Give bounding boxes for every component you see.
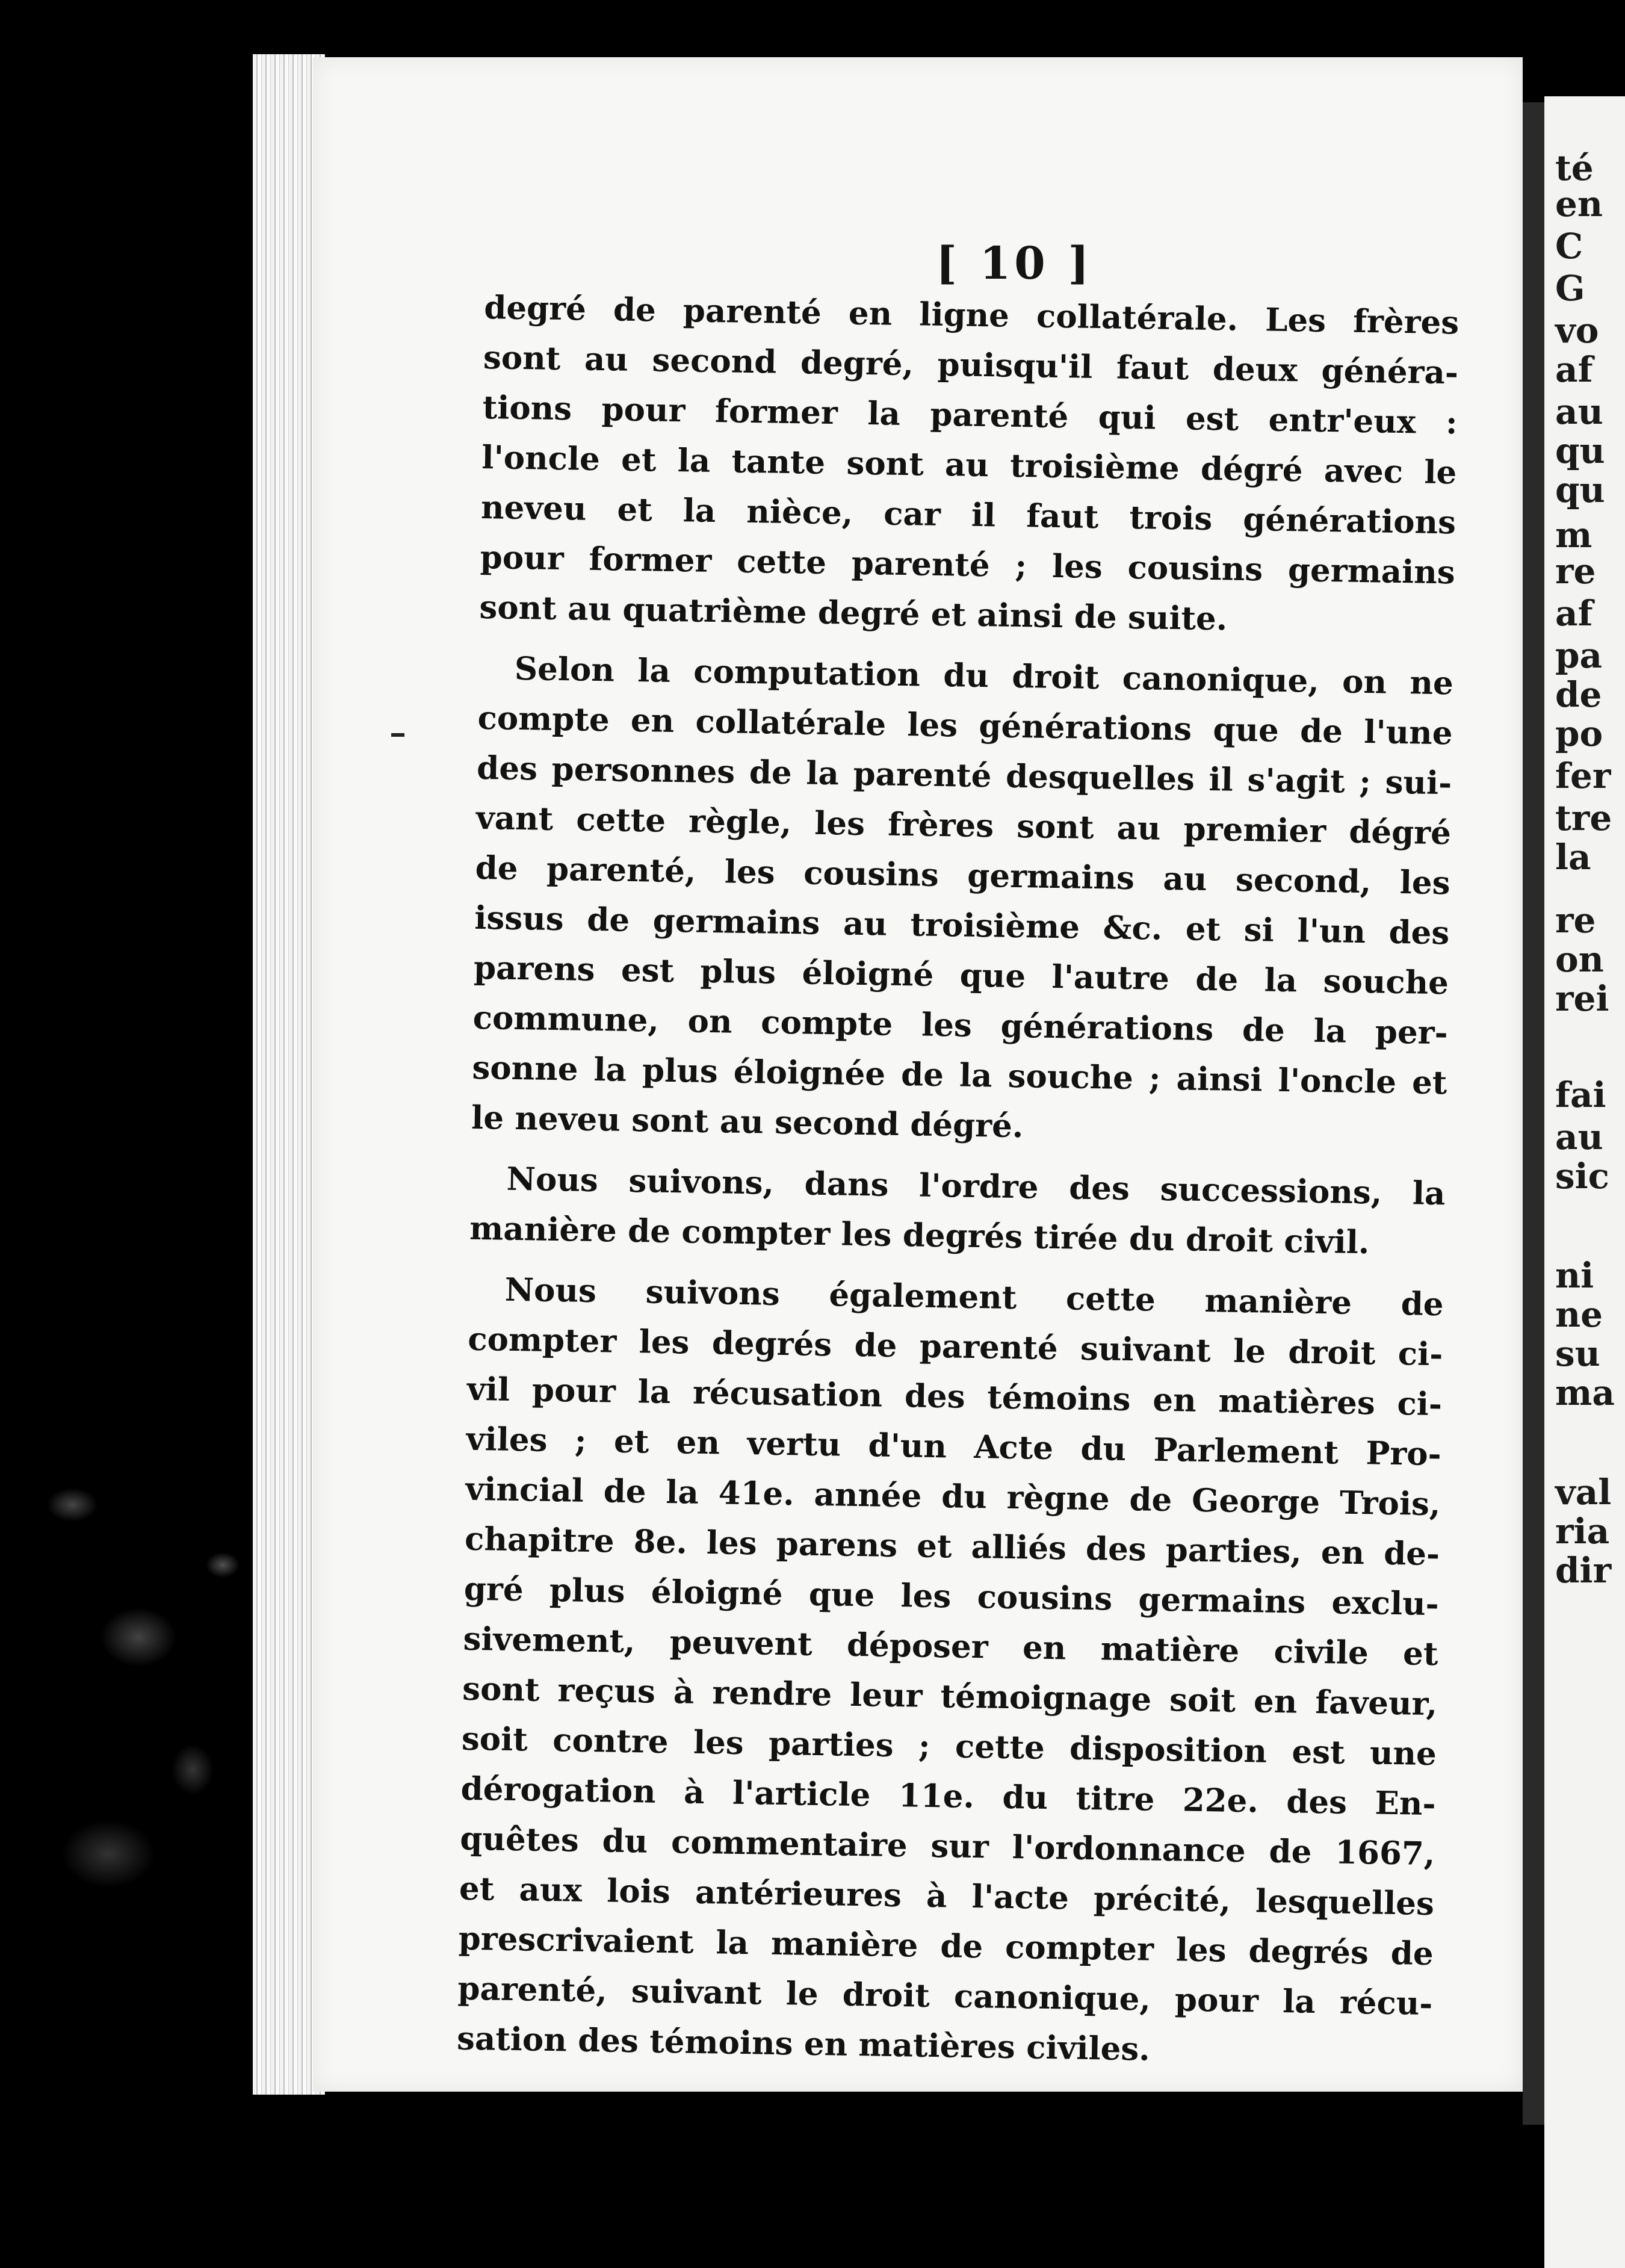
adjacent-page-text: en — [1555, 184, 1603, 225]
text-line: sont reçus à rendre leur témoignage soit en faveur, — [462, 1670, 1438, 1723]
text-line: chapitre 8e. les parens et alliés des parties, en de- — [464, 1520, 1440, 1573]
adjacent-page-text: val — [1555, 1472, 1612, 1513]
text-line: soit contre les parties ; cette disposition est une — [461, 1720, 1437, 1773]
adjacent-page-text: sic — [1555, 1156, 1610, 1197]
text-line: vincial de la 41e. année du règne de George Trois, — [465, 1470, 1441, 1523]
adjacent-page-text: dir — [1555, 1550, 1612, 1591]
adjacent-page-text: ni — [1555, 1255, 1594, 1296]
adjacent-page-text: tre — [1555, 798, 1612, 838]
adjacent-page-text: ma — [1555, 1372, 1615, 1413]
adjacent-page-text: C — [1555, 226, 1583, 267]
text-line: viles ; et en vertu d'un Acte du Parlement Pro- — [466, 1420, 1442, 1473]
adjacent-page-text: té — [1555, 147, 1594, 188]
text-line: compte en collatérale les générations que de l'une — [477, 699, 1453, 752]
text-line: parenté, suivant le droit canonique, pour la récu- — [457, 1969, 1433, 2023]
adjacent-page-text: la — [1555, 837, 1591, 878]
text-line: sonne la plus éloignée de la souche ; ainsi l'oncle et — [472, 1049, 1447, 1102]
text-line: sont au second degré, puisqu'il faut deux généra- — [483, 338, 1459, 392]
paragraph — [479, 283, 1459, 648]
paragraph — [469, 1154, 1446, 1269]
adjacent-page-text: fer — [1555, 755, 1611, 796]
text-line: de parenté, les cousins germains au second, les — [475, 849, 1451, 902]
adjacent-page-text: ria — [1555, 1511, 1610, 1552]
adjacent-page-text: rei — [1555, 978, 1609, 1019]
adjacent-page-text: on — [1555, 939, 1604, 980]
paragraph — [471, 643, 1454, 1158]
book-gutter — [1523, 102, 1544, 2125]
adjacent-page-text: au — [1555, 391, 1603, 432]
text-line: le neveu sont au second dégré. — [471, 1098, 1024, 1145]
text-line: vant cette règle, les frères sont au premier dégré — [475, 799, 1452, 852]
text-line: prescrivaient la manière de compter les degrés de — [458, 1919, 1434, 1973]
text-line: neveu et la nièce, car il faut trois générations — [480, 488, 1456, 542]
text-line: pour former cette parenté ; les cousins germains — [480, 538, 1456, 592]
text-line: dérogation à l'article 11e. du titre 22e. des En- — [460, 1770, 1436, 1823]
text-line: issus de germains au troisième &c. et si l'un des — [474, 899, 1450, 952]
text-line: sivement, peuvent déposer en matière civile et — [463, 1620, 1438, 1673]
adjacent-page-text: af — [1555, 593, 1593, 634]
text-line: Nous suivons, dans l'ordre des successions, la — [506, 1160, 1446, 1213]
text-line: manière de compter les degrés tirée du droit civil. — [469, 1209, 1370, 1262]
adjacent-page-text: m — [1555, 515, 1592, 556]
text-line: compter les degrés de parenté suivant le droit ci- — [467, 1320, 1443, 1374]
text-line: parens est plus éloigné que l'autre de la souche — [473, 949, 1449, 1002]
text-line: quêtes du commentaire sur l'ordonnance de 1667, — [459, 1820, 1435, 1873]
adjacent-page-text: vo — [1555, 310, 1599, 351]
adjacent-page-text: pa — [1555, 635, 1603, 676]
text-line: Selon la computation du droit canonique, on ne — [514, 649, 1454, 702]
text-line: et aux lois antérieures à l'acte précité, lesquelles — [459, 1870, 1435, 1923]
text-line: commune, on compte les générations de la per- — [472, 999, 1449, 1052]
text-line: tions pour former la parenté qui est entr'eux : — [482, 388, 1458, 442]
adjacent-page-text: qu — [1555, 430, 1605, 471]
text-line: Nous suivons également cette manière de — [504, 1271, 1444, 1324]
adjacent-page-text: po — [1555, 713, 1603, 754]
adjacent-page-text: G — [1555, 268, 1585, 309]
text-line: vil pour la récusation des témoins en matières ci- — [466, 1370, 1443, 1424]
page-number: [ 10 ] — [936, 238, 1093, 290]
text-line: l'oncle et la tante sont au troisième dégré avec le — [481, 438, 1457, 492]
adjacent-page-text: ne — [1555, 1294, 1603, 1335]
adjacent-page-fragment — [1544, 96, 1625, 2268]
text-line: sation des témoins en matières civiles. — [456, 2019, 1151, 2068]
text-line: gré plus éloigné que les cousins germains exclu- — [463, 1570, 1440, 1623]
paragraph — [457, 1265, 1444, 2079]
adjacent-page-text: qu — [1555, 469, 1605, 510]
adjacent-page-text: fai — [1555, 1074, 1606, 1115]
adjacent-page-text: re — [1555, 551, 1596, 592]
body-text — [456, 283, 1459, 2090]
scan-background-noise — [0, 1384, 265, 2046]
text-line: des personnes de la parenté desquelles il s'agit ; sui- — [476, 749, 1452, 802]
adjacent-page-text: de — [1555, 674, 1602, 715]
margin-mark — [391, 733, 404, 737]
adjacent-page-text: su — [1555, 1333, 1600, 1374]
text-line: degré de parenté en ligne collatérale. Les frères — [483, 288, 1459, 342]
adjacent-page-text: au — [1555, 1117, 1603, 1157]
adjacent-page-text: af — [1555, 349, 1593, 390]
text-line: sont au quatrième degré et ainsi de suite. — [479, 588, 1228, 638]
adjacent-page-text: re — [1555, 900, 1596, 941]
